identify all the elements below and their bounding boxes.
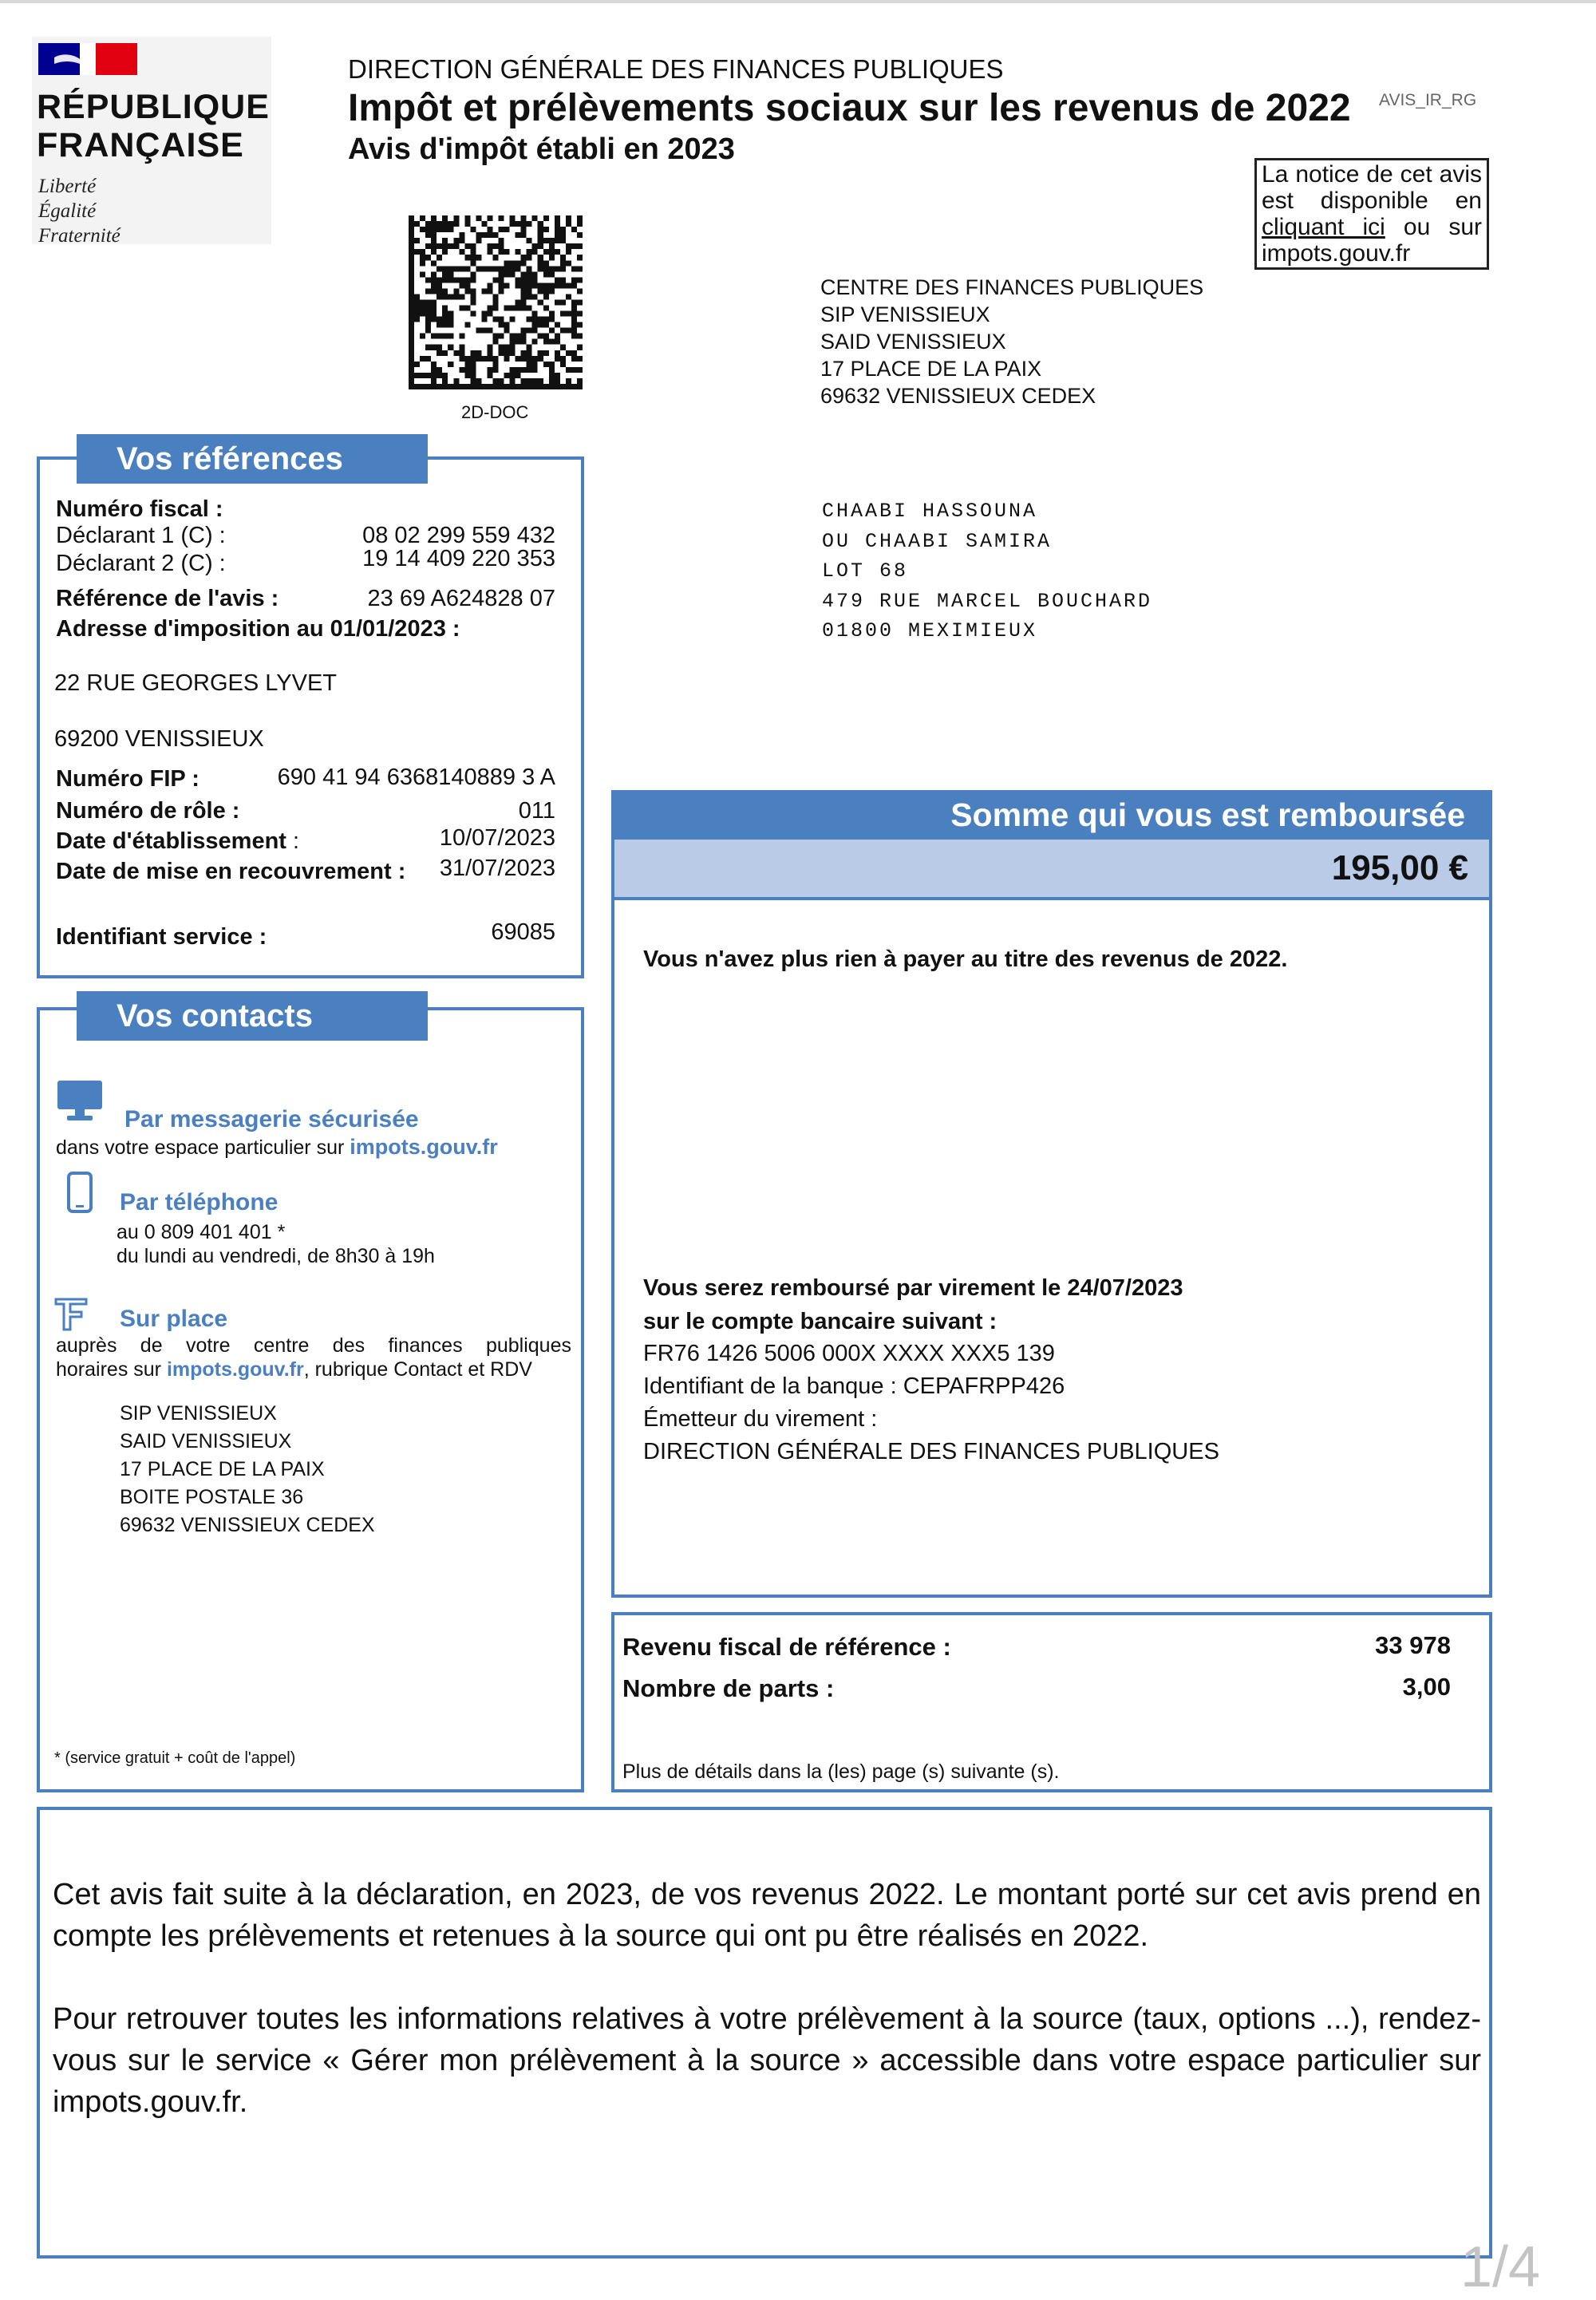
2d-doc-label: 2D-DOC (461, 402, 529, 422)
directorate-label: DIRECTION GÉNÉRALE DES FINANCES PUBLIQUES (348, 54, 1004, 84)
refund-heading: Somme qui vous est remboursée (611, 790, 1492, 840)
page-indicator: 1/4 (1460, 2235, 1541, 2299)
tax-office-line: SIP VENISSIEUX (820, 302, 990, 326)
contacts-footnote: * (service gratuit + coût de l'appel) (54, 1749, 296, 1767)
declarant2-label: Déclarant 2 (C) : (56, 551, 226, 576)
motto-liberte: Liberté (38, 176, 97, 197)
tax-office-line: CENTRE DES FINANCES PUBLIQUES (820, 275, 1204, 299)
phone-icon (67, 1172, 93, 1213)
fip-value: 690 41 94 6368140889 3 A (277, 765, 555, 790)
office-address-line: 17 PLACE DE LA PAIX (120, 1458, 325, 1480)
parts-value: 3,00 (1402, 1673, 1451, 1701)
page-title: Impôt et prélèvements sociaux sur les revenus de 2022 (348, 87, 1351, 129)
motto-egalite: Égalité (38, 200, 97, 222)
phone-number[interactable]: au 0 809 401 401 * (117, 1221, 286, 1243)
role-label: Numéro de rôle : (56, 798, 240, 824)
computer-icon (56, 1079, 104, 1122)
tax-office-address (820, 274, 1203, 409)
parts-label: Nombre de parts : (622, 1674, 835, 1702)
notice-text-2: ou sur impots.gouv.fr (1262, 214, 1482, 267)
2d-doc-barcode (409, 215, 583, 389)
top-edge (0, 0, 1596, 3)
tax-office-line: 17 PLACE DE LA PAIX (820, 357, 1042, 381)
iban: FR76 1426 5006 000X XXXX XXX5 139 (643, 1341, 1055, 1366)
notice-link[interactable]: cliquant ici (1262, 214, 1385, 240)
notice-box (1254, 158, 1489, 270)
marianne-flag-logo (38, 40, 137, 78)
messaging-text-body: dans votre espace particulier sur (56, 1136, 345, 1159)
tax-office-line: SAID VENISSIEUX (820, 330, 1006, 354)
more-details: Plus de détails dans la (les) page (s) suivante (s). (622, 1761, 1060, 1783)
info-paragraph-2: Pour retrouver toutes les informations relatives à votre prélèvement à la source (taux, options ...), rendez-vous sur le service « Gérer mon prélèvement à la source » accessible dans votre espace particulier sur impots.gouv.fr. (53, 2002, 1481, 2119)
establish-date-value: 10/07/2023 (439, 825, 555, 851)
tax-address-line-1: 22 RUE GEORGES LYVET (54, 670, 338, 696)
onsite-link[interactable]: impots.gouv.fr (166, 1358, 304, 1381)
onsite-text-2b: , rubrique Contact et RDV (303, 1358, 532, 1381)
refund-amount: 195,00 € (611, 840, 1492, 900)
references-tab: Vos références (77, 434, 428, 484)
declarant1-value: 08 02 299 559 432 (362, 523, 555, 548)
onsite-title[interactable]: Sur place (120, 1306, 228, 1332)
counter-icon (53, 1293, 89, 1331)
bank-identifier: Identifiant de la banque : CEPAFRPP426 (643, 1373, 1065, 1399)
refund-box (611, 900, 1492, 1598)
fip-label: Numéro FIP : (56, 766, 200, 792)
recipient-line: 479 RUE MARCEL BOUCHARD (822, 589, 1153, 613)
motto (38, 174, 120, 248)
recovery-date-value: 31/07/2023 (439, 856, 555, 881)
page-subtitle: Avis d'impôt établi en 2023 (348, 132, 735, 166)
transfer-text-1: Vous serez remboursé par virement le 24/07/2023 (643, 1275, 1183, 1301)
office-address-line: SIP VENISSIEUX (120, 1402, 277, 1425)
recipient-line: OU CHAABI SAMIRA (822, 529, 1053, 553)
contacts-tab: Vos contacts (77, 991, 428, 1041)
avis-reference-label: Référence de l'avis : (56, 586, 279, 611)
messaging-text (56, 1135, 498, 1160)
form-code: AVIS_IR_RG (1379, 91, 1477, 109)
establish-date-label (56, 828, 299, 855)
service-id-label: Identifiant service : (56, 924, 267, 950)
republic-line-1: RÉPUBLIQUE (37, 88, 270, 126)
office-address-line: BOITE POSTALE 36 (120, 1486, 304, 1508)
nothing-to-pay-text: Vous n'avez plus rien à payer au titre des revenus de 2022. (643, 946, 1288, 972)
role-value: 011 (518, 798, 555, 824)
info-paragraph-1: Cet avis fait suite à la déclaration, en 2023, de vos revenus 2022. Le montant porté sur cet avis prend en compte les prélèvements et retenues à la source qui ont pu être réalisés en 2022. (53, 1878, 1481, 1953)
republic-title (37, 88, 270, 164)
establish-date-colon: : (293, 828, 300, 854)
phone-hours: du lundi au vendredi, de 8h30 à 19h (117, 1245, 435, 1267)
fiscal-number-label: Numéro fiscal : (56, 496, 223, 522)
service-id-value: 69085 (491, 919, 555, 945)
tax-office-line: 69632 VENISSIEUX CEDEX (820, 384, 1096, 408)
office-address-line: SAID VENISSIEUX (120, 1430, 292, 1452)
issuer-name: DIRECTION GÉNÉRALE DES FINANCES PUBLIQUES (643, 1439, 1219, 1464)
office-address-line: 69632 VENISSIEUX CEDEX (120, 1514, 375, 1536)
motto-fraternite: Fraternité (38, 225, 120, 247)
onsite-text-1: auprès de votre centre des finances publiques (56, 1334, 571, 1357)
declarant1-label: Déclarant 1 (C) : (56, 523, 226, 548)
rfr-label: Revenu fiscal de référence : (622, 1633, 951, 1661)
messaging-link[interactable]: impots.gouv.fr (350, 1135, 498, 1159)
establish-date-label-text: Date d'établissement (56, 828, 286, 854)
recipient-line: 01800 MEXIMIEUX (822, 619, 1038, 642)
onsite-text-2 (56, 1358, 532, 1381)
tax-address-label: Adresse d'imposition au 01/01/2023 : (56, 616, 460, 642)
office-address (120, 1400, 375, 1539)
transfer-text-2: sur le compte bancaire suivant : (643, 1309, 998, 1334)
republic-line-2: FRANÇAISE (37, 126, 244, 164)
notice-text-1: La notice de cet avis est disponible en (1262, 161, 1482, 214)
rfr-value: 33 978 (1375, 1631, 1451, 1659)
avis-reference-value: 23 69 A624828 07 (367, 586, 555, 611)
tax-address-line-2: 69200 VENISSIEUX (54, 726, 264, 752)
phone-title[interactable]: Par téléphone (120, 1189, 279, 1215)
issuer-label: Émetteur du virement : (643, 1406, 878, 1432)
recipient-line: LOT 68 (822, 559, 909, 583)
messaging-title[interactable]: Par messagerie sécurisée (124, 1106, 419, 1132)
recovery-date-label: Date de mise en recouvrement : (56, 859, 406, 884)
recipient-line: CHAABI HASSOUNA (822, 500, 1038, 523)
recipient-address (822, 496, 1152, 646)
onsite-text-2a: horaires sur (56, 1358, 161, 1381)
declarant2-value: 19 14 409 220 353 (362, 546, 555, 571)
